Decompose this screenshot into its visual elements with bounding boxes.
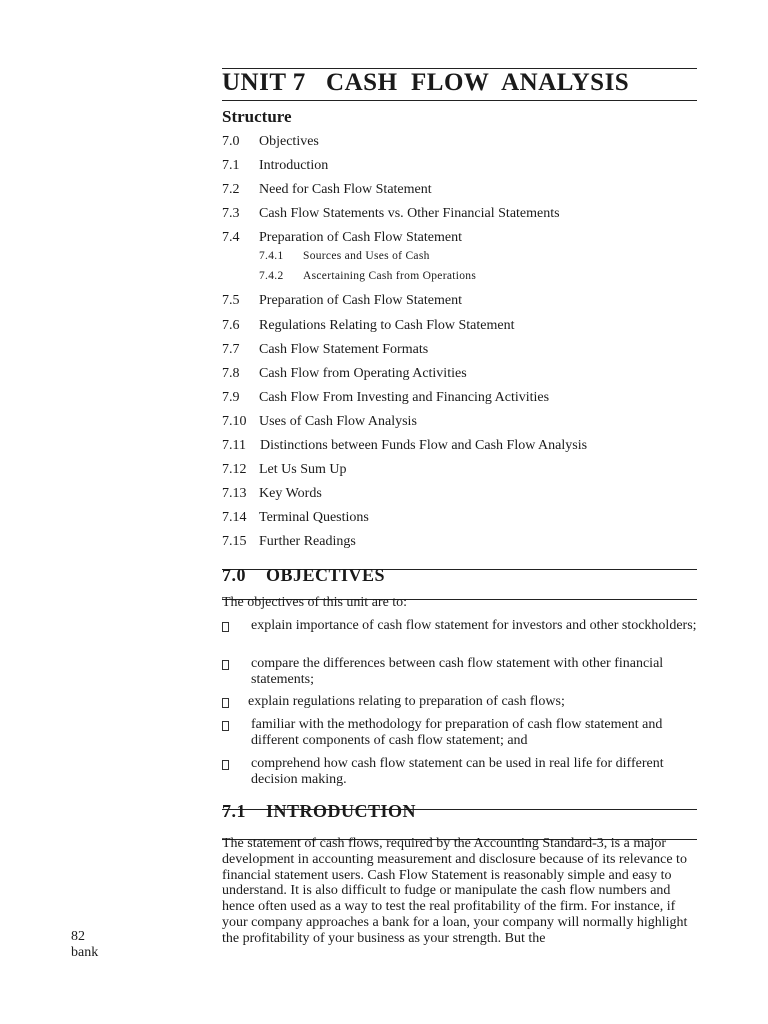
- objective-text: explain importance of cash flow statement for investors and other stockholders;: [251, 618, 697, 633]
- toc-number: 7.10: [222, 414, 247, 429]
- toc-label: Preparation of Cash Flow Statement: [259, 293, 462, 308]
- toc-number: 7.4.1: [259, 250, 284, 262]
- toc-label: Cash Flow Statements vs. Other Financial Statements: [259, 206, 560, 221]
- toc-subitem-7-4-2: [259, 270, 476, 282]
- toc-item-7-2: [222, 182, 432, 198]
- toc-item-7-14: [222, 510, 369, 526]
- toc-label: Introduction: [259, 158, 329, 173]
- bullet-marker-icon: [222, 698, 229, 708]
- toc-number: 7.8: [222, 366, 240, 381]
- toc-item-7-8: [222, 366, 467, 382]
- toc-label: Need for Cash Flow Statement: [259, 182, 432, 197]
- toc-label: Let Us Sum Up: [259, 462, 347, 477]
- structure-heading: Structure: [222, 107, 292, 126]
- introduction-paragraph: The statement of cash flows, required by the Accounting Standard-3, is a major development in accounting measurement and disclosure because of its relevance to financial statement users. Cash Flow Statement is reasonably simple and easy to understand. It is also difficult to fudge or manipulate the cash flow numbers and hence often used as a way to test the real profitability of the firm. For instance, if your company approaches a bank for a loan, your company will normally highlight the profitability of your business as your strength. But the: [222, 836, 688, 946]
- toc-label: Preparation of Cash Flow Statement: [259, 230, 462, 245]
- page-number: 82: [71, 929, 85, 944]
- toc-item-7-6: [222, 318, 514, 334]
- introduction-heading: 7.1 INTRODUCTION: [222, 801, 417, 821]
- toc-item-7-15: [222, 534, 356, 550]
- toc-item-7-1: [222, 158, 328, 174]
- bullet-marker-icon: [222, 622, 229, 632]
- toc-item-7-10: [222, 414, 417, 430]
- objective-text: compare the differences between cash flow statement with other financial statements;: [251, 656, 664, 687]
- title-bottom-rule: [222, 100, 697, 101]
- toc-item-7-4: [222, 230, 462, 246]
- toc-number: 7.1: [222, 158, 240, 173]
- toc-label: Terminal Questions: [259, 510, 369, 525]
- toc-label: Key Words: [259, 486, 322, 501]
- toc-label: Further Readings: [259, 534, 356, 549]
- toc-number: 7.9: [222, 390, 240, 405]
- toc-label: Ascertaining Cash from Operations: [303, 270, 477, 282]
- toc-item-7-9: [222, 390, 549, 406]
- objective-text: explain regulations relating to preparation of cash flows;: [248, 694, 565, 709]
- unit-title: UNIT 7 CASH FLOW ANALYSIS: [222, 69, 630, 96]
- toc-label: Cash Flow From Investing and Financing Activities: [259, 390, 550, 405]
- toc-label: Objectives: [259, 134, 319, 149]
- objective-text: familiar with the methodology for preparation of cash flow statement and different components of cash flow statement; and: [251, 717, 663, 748]
- toc-subitem-7-4-1: [259, 250, 430, 262]
- toc-number: 7.7: [222, 342, 240, 357]
- toc-item-7-7: [222, 342, 428, 358]
- bullet-marker-icon: [222, 660, 229, 670]
- toc-number: 7.15: [222, 534, 247, 549]
- toc-number: 7.4.2: [259, 270, 284, 282]
- toc-item-7-0: [222, 134, 319, 150]
- toc-number: 7.13: [222, 486, 247, 501]
- toc-label: Distinctions between Funds Flow and Cash Flow Analysis: [260, 438, 588, 453]
- toc-label: Sources and Uses of Cash: [303, 250, 430, 262]
- toc-number: 7.6: [222, 318, 240, 333]
- toc-label: Regulations Relating to Cash Flow Statement: [259, 318, 515, 333]
- toc-item-7-12: [222, 462, 347, 478]
- toc-number: 7.5: [222, 293, 240, 308]
- bullet-marker-icon: [222, 721, 229, 731]
- toc-number: 7.14: [222, 510, 247, 525]
- toc-number: 7.4: [222, 230, 240, 245]
- toc-number: 7.12: [222, 462, 247, 477]
- bullet-marker-icon: [222, 760, 229, 770]
- toc-label: Cash Flow Statement Formats: [259, 342, 429, 357]
- objectives-heading: 7.0 OBJECTIVES: [222, 565, 386, 585]
- toc-number: 7.0: [222, 134, 240, 149]
- toc-item-7-13: [222, 486, 322, 502]
- footer-label: bank: [71, 945, 99, 960]
- toc-label: Cash Flow from Operating Activities: [259, 366, 467, 381]
- toc-number: 7.2: [222, 182, 240, 197]
- toc-number: 7.11: [222, 438, 246, 453]
- objectives-intro: The objectives of this unit are to:: [222, 595, 408, 610]
- toc-item-7-11: [222, 438, 587, 454]
- toc-item-7-5: [222, 293, 462, 309]
- toc-item-7-3: [222, 206, 560, 222]
- toc-number: 7.3: [222, 206, 240, 221]
- toc-label: Uses of Cash Flow Analysis: [259, 414, 417, 429]
- objective-text: comprehend how cash flow statement can be used in real life for different decision making.: [251, 756, 664, 787]
